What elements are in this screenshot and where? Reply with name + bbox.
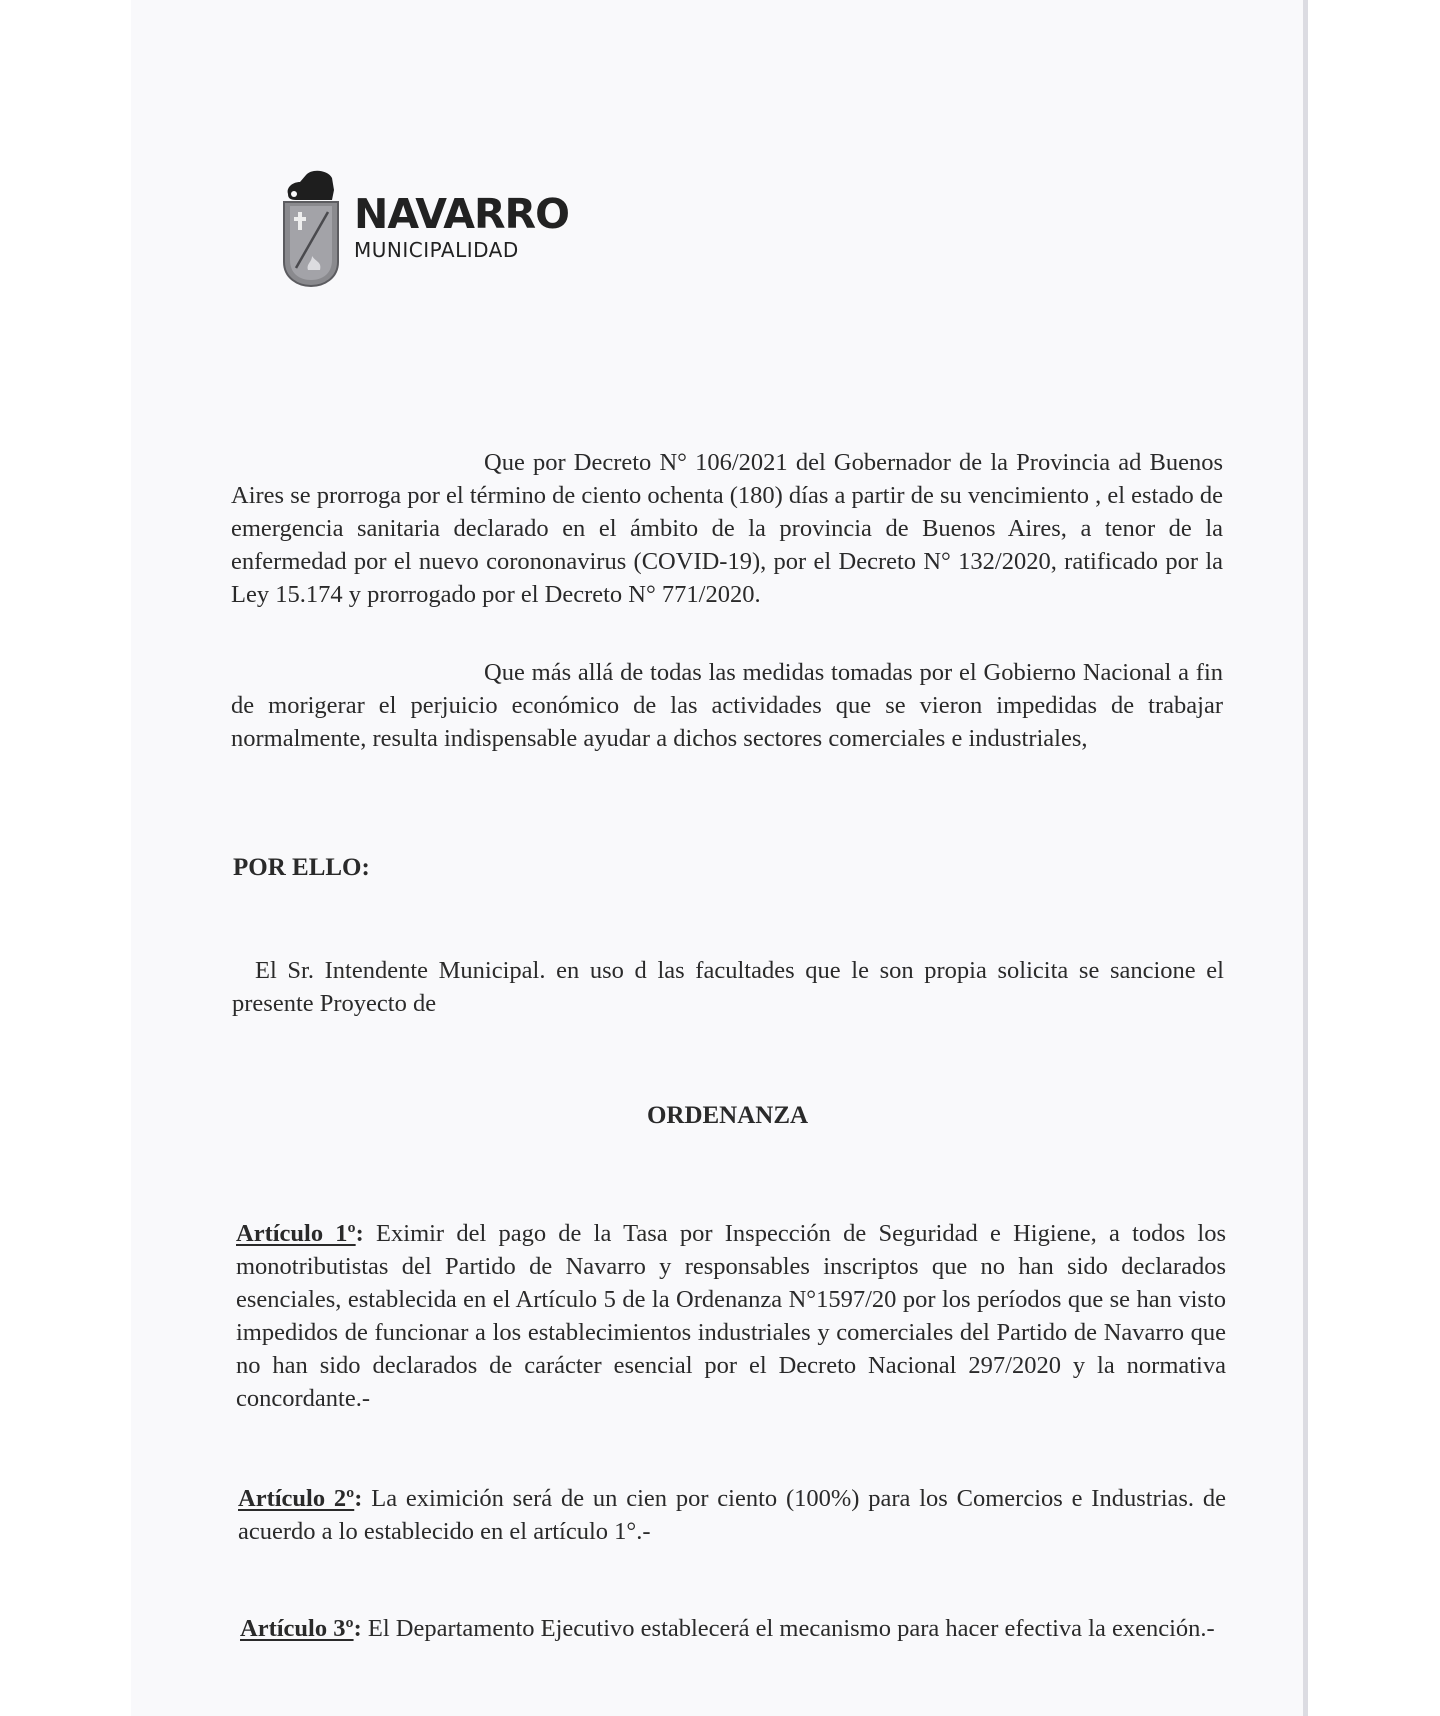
articulo-label: Artículo 1º [236,1220,356,1247]
articulo-3 [240,1612,1226,1645]
articulo-label: Artículo 2º [238,1485,355,1512]
coat-of-arms-icon [282,170,346,290]
articulo-text: La eximición será de un cien por ciento (100%) para los Comercios e Industrias. de acuerdo a lo establecido en el artículo 1°.- [238,1485,1226,1545]
intendente-paragraph: El Sr. Intendente Municipal. en uso d las facultades que le son propia solicita se sancione el presente Proyecto de [232,957,1224,1017]
articulo-text: Eximir del pago de la Tasa por Inspección de Seguridad e Higiene, a todos los monotributistas del Partido de Navarro y responsables inscriptos que no han sido declarados esenciales, establecida en el Artículo 5 de la Ordenanza N°1597/20 por los períodos que se han visto impedidos de funcionar a los establecimientos industriales y comerciales del Partido de Navarro que no han sido declarados de carácter esencial por el Decreto Nacional 297/2020 y la normativa concordante.- [236,1220,1226,1412]
articulo-1 [236,1217,1226,1415]
articulo-label: Artículo 3º [240,1615,354,1642]
articulo-separator: : [355,1220,364,1247]
por-ello-heading: POR ELLO: [233,854,370,881]
considerando-paragraph: Que por Decreto N° 106/2021 del Gobernador de la Provincia ad Buenos Aires se prorroga por el término de ciento ochenta (180) días a partir de su vencimiento , el estado de emergencia sanitaria declarado en el ámbito de la provincia de Buenos Aires, a tenor de la enfermedad por el nuevo corononavirus (COVID-19), por el Decreto N° 132/2020, ratificado por la Ley 15.174 y prorrogado por el Decreto N° 771/2020. [231,449,1223,608]
considerando-paragraph: Que más allá de todas las medidas tomadas por el Gobierno Nacional a fin de morigerar el perjuicio económico de las actividades que se vieron impedidas de trabajar normalmente, resulta indispensable ayudar a dichos sectores comerciales e industriales, [231,659,1223,752]
articulo-separator: : [353,1615,362,1642]
ordenanza-title: ORDENANZA [646,1102,809,1129]
page-edge [1303,0,1308,1716]
articulo-separator: : [354,1485,363,1512]
logo-title: NAVARRO [354,190,569,238]
articulo-2 [238,1482,1226,1548]
articulo-text: El Departamento Ejecutivo establecerá el mecanismo para hacer efectiva la exención.- [361,1615,1215,1642]
municipality-logo [282,170,582,290]
logo-subtitle: MUNICIPALIDAD [354,238,519,262]
